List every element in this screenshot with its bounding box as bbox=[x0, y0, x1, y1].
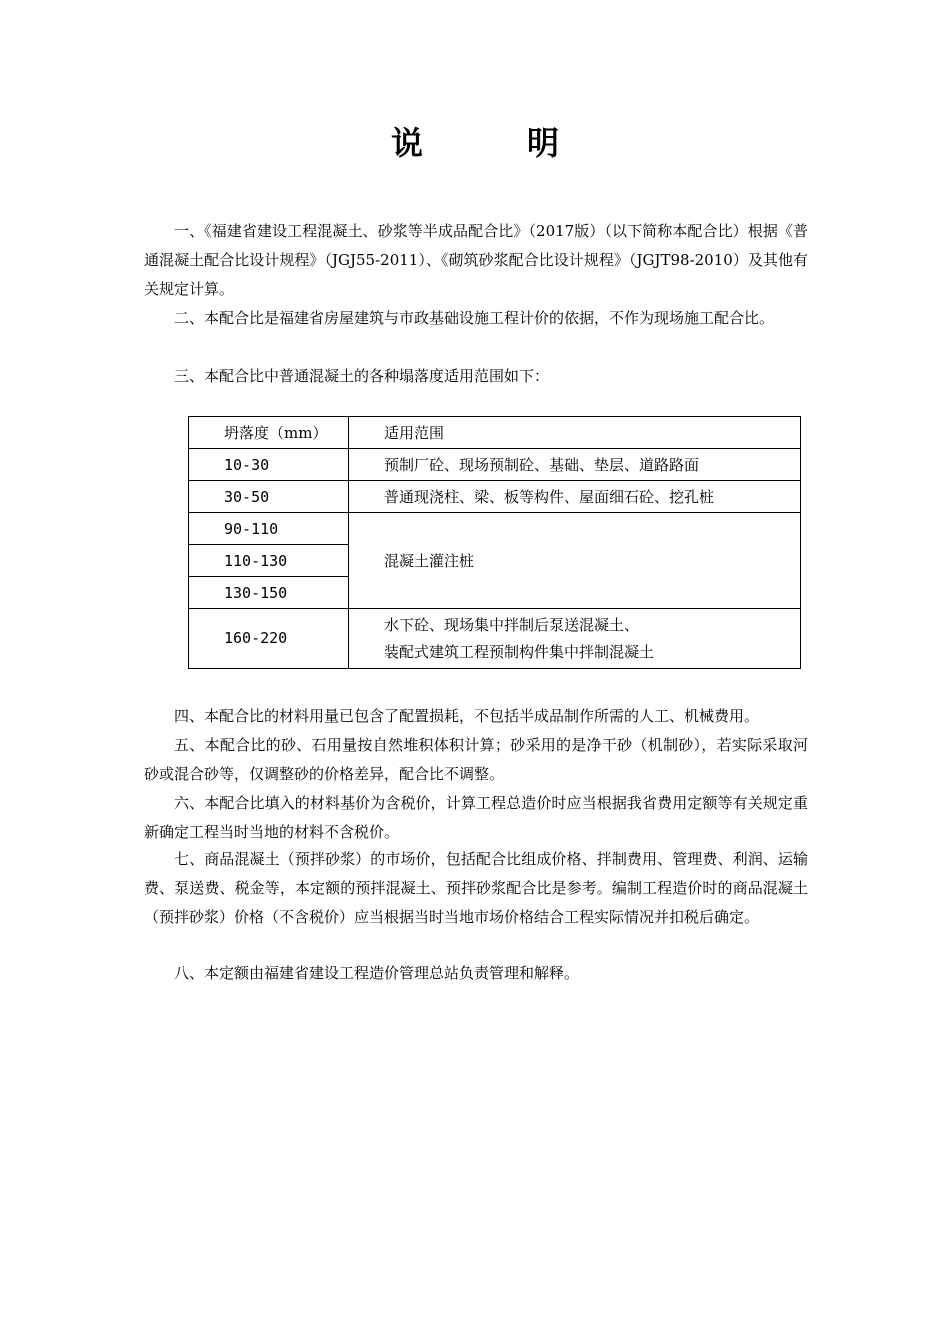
scope-cell bbox=[349, 609, 801, 669]
paragraph-4: 四、本配合比的材料用量已包含了配置损耗，不包括半成品制作所需的人工、机械费用。 bbox=[174, 707, 760, 725]
slump-cell: 130-150 bbox=[189, 577, 349, 609]
scope-line-2: 装配式建筑工程预制构件集中拌制混凝土 bbox=[384, 642, 655, 661]
table-row bbox=[189, 609, 801, 669]
slump-cell: 30-50 bbox=[189, 481, 349, 513]
slump-cell: 90-110 bbox=[189, 513, 349, 545]
table-row bbox=[189, 449, 801, 481]
header-slump: 坍落度（mm） bbox=[189, 417, 349, 449]
slump-cell: 10-30 bbox=[189, 449, 349, 481]
slump-table bbox=[188, 416, 801, 669]
paragraph-8: 八、本定额由福建省建设工程造价管理总站负责管理和解释。 bbox=[174, 964, 580, 982]
page-title: 说 明 bbox=[390, 124, 595, 162]
scope-line-1: 水下砼、现场集中拌制后泵送混凝土、 bbox=[384, 615, 640, 634]
paragraph-2: 二、本配合比是福建省房屋建筑与市政基础设施工程计价的依据，不作为现场施工配合比。 bbox=[174, 309, 775, 327]
scope-cell: 普通现浇柱、梁、板等构件、屋面细石砼、挖孔桩 bbox=[349, 481, 801, 513]
scope-cell: 混凝土灌注桩 bbox=[349, 513, 801, 609]
paragraph-7: 七、商品混凝土（预拌砂浆）的市场价，包括配合比组成价格、拌制费用、管理费、利润、运输费、泵送费、税金等，本定额的预拌混凝土、预拌砂浆配合比是参考。编制工程造价时的商品混凝土（预拌砂浆）价格（不含税价）应当根据当时当地市场价格结合工程实际情况并扣税后确定。 bbox=[144, 850, 808, 926]
header-scope: 适用范围 bbox=[349, 417, 801, 449]
slump-cell: 110-130 bbox=[189, 545, 349, 577]
paragraph-5: 五、本配合比的砂、石用量按自然堆积体积计算；砂采用的是净干砂（机制砂），若实际采取河砂或混合砂等，仅调整砂的价格差异，配合比不调整。 bbox=[144, 736, 808, 783]
table-header-row bbox=[189, 417, 801, 449]
slump-cell: 160-220 bbox=[189, 609, 349, 669]
paragraph-6: 六、本配合比填入的材料基价为含税价，计算工程总造价时应当根据我省费用定额等有关规定重新确定工程当时当地的材料不含税价。 bbox=[144, 794, 808, 841]
paragraph-3: 三、本配合比中普通混凝土的各种塌落度适用范围如下： bbox=[174, 367, 550, 385]
table-row bbox=[189, 481, 801, 513]
table-row bbox=[189, 513, 801, 545]
paragraph-1: 一、《福建省建设工程混凝土、砂浆等半成品配合比》（2017版）（以下简称本配合比）根据《普通混凝土配合比设计规程》（JGJ55-2011）、《砌筑砂浆配合比设计规程》（JGJT98-2010）及其他有关规定计算。 bbox=[144, 222, 808, 298]
scope-cell: 预制厂砼、现场预制砼、基础、垫层、道路路面 bbox=[349, 449, 801, 481]
